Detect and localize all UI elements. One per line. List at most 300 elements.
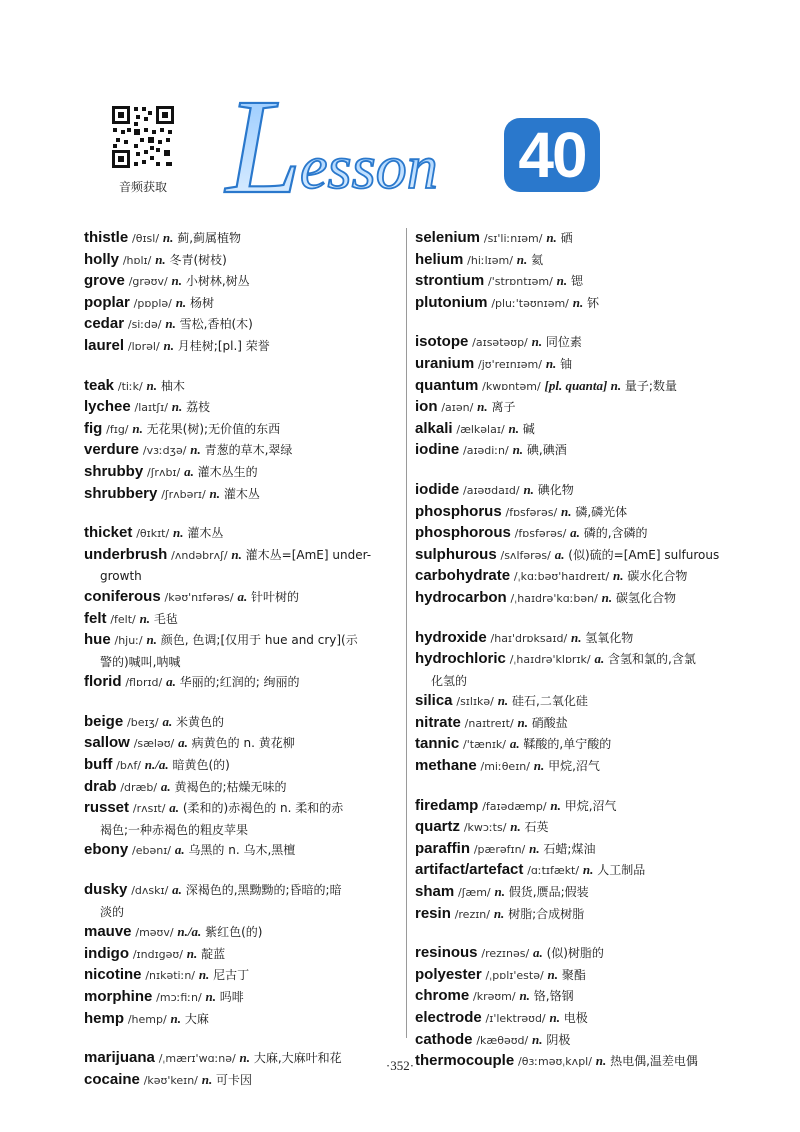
vocab-phonetic: /ˌpɒlɪ'estə/ bbox=[485, 968, 544, 982]
lesson-word-initial: L bbox=[226, 80, 302, 206]
vocab-entry bbox=[84, 587, 404, 609]
vocab-phonetic: /krəʊm/ bbox=[473, 990, 516, 1004]
vocab-definition: 灌木丛 bbox=[223, 486, 260, 501]
vocab-word: tannic bbox=[415, 735, 460, 753]
vocab-part-of-speech: n. bbox=[162, 230, 174, 245]
vocab-phonetic: /ʃrʌbɪ/ bbox=[147, 465, 181, 479]
vocab-entry bbox=[84, 609, 404, 631]
vocab-definition: 冬青(树枝) bbox=[169, 252, 227, 267]
vocab-definition: 碘化物 bbox=[537, 482, 574, 497]
vocab-phonetic: /aɪən/ bbox=[441, 401, 474, 415]
vocab-phonetic: /pɒplə/ bbox=[133, 296, 172, 310]
vocab-definition: 颜色, 色调;[仅用于 hue and cry](示 bbox=[160, 633, 358, 648]
vocab-definition: 无花果(树);无价值的东西 bbox=[146, 421, 281, 436]
word-group bbox=[415, 943, 745, 1073]
vocab-word: sham bbox=[415, 883, 455, 901]
vocab-part-of-speech: n. bbox=[231, 546, 242, 562]
vocab-entry bbox=[415, 904, 745, 926]
vocab-part-of-speech: n. bbox=[570, 629, 582, 645]
vocab-phonetic: /naɪtreɪt/ bbox=[464, 716, 514, 730]
vocab-phonetic: /rʌsɪt/ bbox=[132, 802, 166, 816]
vocab-entry bbox=[84, 545, 404, 567]
vocab-part-of-speech: n. bbox=[572, 294, 584, 310]
vocab-definition: 氢氧化物 bbox=[585, 630, 634, 645]
vocab-definition: 甲烷,沼气 bbox=[564, 798, 617, 813]
vocab-definition: 病黄色的 n. 黄花柳 bbox=[191, 736, 295, 751]
vocab-part-of-speech: n. bbox=[546, 230, 557, 245]
vocab-phonetic: /hemp/ bbox=[127, 1012, 167, 1026]
vocab-entry bbox=[84, 1009, 404, 1031]
vocab-word: sallow bbox=[84, 734, 130, 752]
vocab-entry bbox=[415, 545, 745, 567]
vocab-phonetic: /sʌlfərəs/ bbox=[500, 548, 551, 562]
vocab-word: paraffin bbox=[415, 839, 471, 857]
vocab-part-of-speech: n. bbox=[175, 294, 187, 310]
vocab-part-of-speech: n. bbox=[516, 251, 528, 267]
vocab-definition: 石蜡;煤油 bbox=[543, 841, 596, 856]
vocab-part-of-speech: n. bbox=[512, 442, 524, 458]
vocab-definition: 树脂;合成树脂 bbox=[508, 906, 585, 921]
vocab-part-of-speech: n. bbox=[173, 525, 184, 541]
vocab-entry bbox=[84, 250, 404, 272]
vocab-part-of-speech: a. bbox=[162, 713, 173, 729]
vocab-phonetic: /ʌndəbrʌʃ/ bbox=[171, 548, 228, 562]
vocab-word: helium bbox=[415, 250, 464, 268]
vocab-word: mauve bbox=[84, 923, 132, 941]
vocab-definition: 荔枝 bbox=[186, 400, 211, 415]
vocab-phonetic: /siːdə/ bbox=[127, 318, 162, 332]
vocab-phonetic: /'tænɪk/ bbox=[463, 738, 506, 752]
vocab-phonetic: /məʊv/ bbox=[135, 926, 174, 940]
vocab-entry bbox=[84, 293, 404, 315]
vocab-phonetic: /ælkəlaɪ/ bbox=[456, 422, 505, 436]
vocab-word: russet bbox=[84, 799, 130, 817]
vocab-word: resinous bbox=[415, 944, 478, 962]
vocab-part-of-speech: n. bbox=[532, 1031, 543, 1047]
vocab-word: resin bbox=[415, 904, 451, 922]
vocab-phonetic: /ˌmærɪ'wɑːnə/ bbox=[158, 1052, 236, 1066]
vocab-part-of-speech: n. bbox=[201, 1071, 213, 1087]
vocab-word: silica bbox=[415, 692, 453, 710]
vocab-part-of-speech: a. bbox=[160, 778, 171, 794]
vocab-definition: 尼古丁 bbox=[213, 968, 250, 983]
vocab-entry bbox=[84, 523, 404, 545]
vocab-entry bbox=[415, 502, 745, 524]
vocab-word: nitrate bbox=[415, 713, 461, 731]
vocab-part-of-speech: n. bbox=[550, 797, 561, 813]
vocab-entry bbox=[415, 566, 745, 588]
vocab-part-of-speech: n. bbox=[186, 945, 198, 961]
vocab-part-of-speech: n. bbox=[545, 355, 557, 371]
vocab-definition: 硝酸盐 bbox=[531, 715, 568, 730]
vocab-part-of-speech: n. bbox=[493, 905, 505, 921]
vocab-definition: 灌木丛=[AmE] under- bbox=[245, 547, 372, 562]
vocab-part-of-speech: n. bbox=[209, 485, 220, 501]
vocab-part-of-speech: n. bbox=[163, 337, 174, 353]
vocab-word: quartz bbox=[415, 818, 460, 836]
vocab-word: drab bbox=[84, 777, 117, 795]
qr-label: 音频获取 bbox=[118, 180, 167, 194]
vocab-phonetic: /ɪ'lektrəʊd/ bbox=[485, 1012, 546, 1025]
vocab-entry bbox=[415, 860, 745, 882]
vocab-part-of-speech: a. bbox=[570, 525, 580, 541]
vocab-part-of-speech: n. bbox=[171, 399, 183, 415]
vocab-phonetic: /faɪədæmp/ bbox=[482, 799, 547, 813]
vocab-word: artifact/artefact bbox=[415, 861, 524, 879]
vocab-word: nicotine bbox=[84, 966, 142, 984]
vocab-entry bbox=[84, 733, 404, 755]
vocab-word: felt bbox=[84, 609, 107, 627]
vocab-entry bbox=[415, 943, 745, 965]
vocab-word: electrode bbox=[415, 1009, 482, 1026]
vocab-part-of-speech: n. bbox=[477, 399, 488, 415]
vocab-definition: 钚 bbox=[587, 295, 600, 310]
vocab-definition: 铬,铬钢 bbox=[533, 989, 574, 1004]
lesson-word-rest: esson bbox=[300, 134, 438, 202]
word-group bbox=[84, 712, 404, 862]
vocab-definition: 硒 bbox=[560, 231, 573, 245]
vocab-entry bbox=[415, 354, 745, 376]
vocab-entry bbox=[415, 271, 745, 293]
right-word-column bbox=[415, 228, 745, 1091]
vocab-word: ion bbox=[415, 398, 438, 416]
vocab-word: hemp bbox=[84, 1009, 125, 1027]
left-word-column bbox=[84, 228, 404, 1109]
vocab-part-of-speech: n. bbox=[132, 420, 143, 436]
vocab-word: verdure bbox=[84, 441, 140, 459]
vocab-entry bbox=[415, 480, 745, 502]
vocab-word: florid bbox=[84, 673, 122, 691]
vocab-definition: 含氢和氯的,含氯 bbox=[608, 652, 696, 667]
vocab-part-of-speech: a. bbox=[178, 735, 188, 751]
vocab-entry bbox=[415, 839, 745, 861]
vocab-word: carbohydrate bbox=[415, 567, 511, 585]
vocab-definition: 吗啡 bbox=[219, 990, 244, 1004]
vocab-phonetic: /kwɔːts/ bbox=[463, 821, 507, 835]
vocab-entry bbox=[84, 228, 404, 250]
vocab-entry bbox=[415, 293, 745, 315]
vocab-word: buff bbox=[84, 756, 113, 774]
vocab-entry bbox=[84, 672, 404, 694]
vocab-part-of-speech: n. bbox=[523, 481, 534, 497]
vocab-word: polyester bbox=[415, 965, 482, 983]
vocab-word: chrome bbox=[415, 987, 470, 1005]
vocab-definition: 磷的,含磷的 bbox=[583, 526, 648, 541]
vocab-definition: 毛毡 bbox=[153, 611, 178, 626]
vocab-definition: 青葱的草木,翠绿 bbox=[204, 443, 293, 458]
vocab-phonetic: /rezɪnəs/ bbox=[481, 947, 530, 961]
vocab-part-of-speech: n. bbox=[190, 442, 201, 458]
vocab-word: cocaine bbox=[84, 1070, 140, 1088]
vocab-part-of-speech: a. bbox=[532, 945, 543, 961]
vocab-phonetic: /kæθəʊd/ bbox=[476, 1033, 529, 1047]
vocab-part-of-speech: a. bbox=[594, 651, 605, 667]
vocab-phonetic: /ɪndɪgəʊ/ bbox=[132, 947, 183, 961]
vocab-part-of-speech: n. bbox=[529, 840, 540, 856]
vocab-entry bbox=[84, 944, 404, 966]
vocab-word: ebony bbox=[84, 841, 129, 859]
qr-code-icon[interactable] bbox=[110, 104, 176, 170]
vocab-phonetic: /laɪtʃɪ/ bbox=[134, 401, 168, 415]
vocab-phonetic: /pærəfɪn/ bbox=[473, 842, 526, 856]
vocab-entry bbox=[84, 840, 404, 862]
word-group bbox=[415, 480, 745, 610]
vocab-word: beige bbox=[84, 712, 124, 730]
vocab-part-of-speech: n. bbox=[155, 251, 166, 267]
vocab-part-of-speech: a. bbox=[172, 882, 182, 898]
vocab-part-of-speech: n./a. bbox=[144, 757, 169, 773]
vocab-entry bbox=[84, 314, 404, 336]
vocab-part-of-speech: n. bbox=[517, 714, 528, 730]
vocab-definition: 石英 bbox=[524, 820, 549, 835]
vocab-word: shrubbery bbox=[84, 484, 158, 502]
vocab-part-of-speech: a. bbox=[184, 463, 194, 479]
vocab-definition-continued: 褐色;一种赤褐色的粗皮苹果 bbox=[100, 822, 249, 837]
vocab-entry bbox=[84, 755, 404, 777]
vocab-phonetic: /lɒrəl/ bbox=[127, 339, 160, 353]
vocab-definition: 小树林,树丛 bbox=[185, 274, 250, 289]
vocab-word: uranium bbox=[415, 354, 475, 372]
vocab-phonetic: /sæləʊ/ bbox=[133, 737, 175, 751]
vocab-phonetic: /bʌf/ bbox=[116, 759, 141, 773]
vocab-word: thermocouple bbox=[415, 1052, 515, 1070]
vocab-phonetic: /dʌskɪ/ bbox=[131, 884, 169, 898]
vocab-word: quantum bbox=[415, 376, 479, 394]
vocab-word: underbrush bbox=[84, 545, 168, 563]
vocab-word: firedamp bbox=[415, 796, 479, 814]
vocab-definition: 杨树 bbox=[190, 295, 215, 310]
vocab-definition: 离子 bbox=[491, 400, 516, 415]
vocab-phonetic: /tiːk/ bbox=[117, 379, 143, 393]
vocab-definition: 碱 bbox=[522, 421, 535, 436]
vocab-entry bbox=[415, 713, 745, 735]
vocab-part-of-speech: n. bbox=[494, 884, 505, 900]
vocab-phonetic: /mɔːfiːn/ bbox=[156, 991, 202, 1004]
vocab-phonetic: /'strɒntɪəm/ bbox=[488, 275, 553, 289]
vocab-definition: 甲烷,沼气 bbox=[548, 759, 600, 774]
vocab-phonetic: /fɒsfərəs/ bbox=[505, 505, 558, 519]
vocab-word: sulphurous bbox=[415, 545, 497, 563]
vocab-entry bbox=[415, 332, 745, 354]
vocab-definition: (似)硫的=[AmE] sulfurous bbox=[568, 547, 720, 562]
vocab-entry bbox=[84, 922, 404, 944]
lesson-title bbox=[222, 80, 532, 206]
vocab-definition: 乌黑的 n. 乌木,黑檀 bbox=[188, 843, 296, 858]
vocab-part-of-speech: n. bbox=[547, 966, 558, 982]
vocab-part-of-speech: n. bbox=[170, 1010, 182, 1026]
vocab-part-of-speech: n. bbox=[519, 988, 530, 1004]
vocab-word: coniferous bbox=[84, 587, 161, 605]
vocab-part-of-speech: n. bbox=[556, 273, 568, 289]
vocab-part-of-speech: n. bbox=[531, 334, 543, 350]
vocab-part-of-speech: n. bbox=[497, 693, 509, 709]
vocab-definition: 柚木 bbox=[160, 378, 185, 393]
vocab-phonetic: /ˌhaɪdrə'kɑːbən/ bbox=[510, 591, 598, 605]
vocab-definition: 灌木丛 bbox=[187, 526, 224, 541]
vocab-phonetic: /felt/ bbox=[110, 612, 136, 626]
vocab-entry bbox=[415, 1030, 745, 1052]
vocab-definition: 蓟,蓟属植物 bbox=[177, 231, 242, 245]
vocab-word: phosphorus bbox=[415, 502, 502, 520]
vocab-phonetic: /rezɪn/ bbox=[454, 907, 490, 921]
vocab-entry bbox=[84, 440, 404, 462]
vocab-definition: 聚酯 bbox=[561, 967, 586, 982]
vocab-word: lychee bbox=[84, 398, 131, 416]
vocab-phonetic: /aɪədiːn/ bbox=[463, 444, 509, 458]
vocab-phonetic: /aɪəʊdaɪd/ bbox=[463, 483, 520, 497]
vocab-word: cedar bbox=[84, 315, 125, 333]
vocab-phonetic: /θɜːməʊˌkʌpl/ bbox=[518, 1055, 592, 1069]
vocab-entry bbox=[84, 419, 404, 441]
vocab-entry bbox=[415, 419, 745, 441]
vocab-word: iodine bbox=[415, 441, 460, 459]
vocab-entry bbox=[415, 965, 745, 987]
vocab-word: hydrochloric bbox=[415, 650, 506, 668]
vocab-word: thistle bbox=[84, 229, 129, 246]
vocab-phonetic: /beɪʒ/ bbox=[127, 715, 159, 729]
vocab-word: thicket bbox=[84, 524, 133, 542]
vocab-phonetic: /ˌkɑːbəʊ'haɪdreɪt/ bbox=[513, 570, 610, 584]
vocab-word: iodide bbox=[415, 480, 460, 498]
vocab-definition: 碳水化合物 bbox=[627, 569, 688, 584]
vocab-part-of-speech: n. bbox=[510, 819, 521, 835]
vocab-phonetic: /miːθeɪn/ bbox=[480, 760, 530, 774]
vocab-entry bbox=[84, 777, 404, 799]
vocab-phonetic: /pluː'təʊnɪəm/ bbox=[491, 296, 569, 310]
word-group bbox=[415, 796, 745, 926]
vocab-part-of-speech: n. bbox=[165, 316, 176, 332]
vocab-phonetic: /vɜːdʒə/ bbox=[142, 444, 187, 458]
vocab-entry bbox=[415, 882, 745, 904]
vocab-part-of-speech: n. bbox=[205, 989, 216, 1004]
vocab-definition-continued: 淡的 bbox=[100, 904, 125, 919]
vocab-entry bbox=[84, 462, 404, 484]
word-group bbox=[84, 228, 404, 358]
vocab-phonetic: /sɪlɪkə/ bbox=[456, 695, 494, 709]
vocab-definition: 热电偶,温差电偶 bbox=[610, 1054, 698, 1069]
vocab-entry bbox=[84, 880, 404, 902]
lesson-number-badge: 40 bbox=[504, 118, 600, 192]
vocab-phonetic: /ɑːtɪfækt/ bbox=[527, 864, 580, 878]
vocab-phonetic: /nɪkətiːn/ bbox=[145, 969, 195, 983]
vocab-entry bbox=[84, 271, 404, 293]
vocab-entry bbox=[415, 397, 745, 419]
vocab-phonetic: /kwɒntəm/ bbox=[482, 379, 541, 393]
vocab-definition: 月桂树;[pl.] 荣誉 bbox=[177, 338, 270, 353]
vocab-entry bbox=[415, 734, 745, 756]
vocab-definition: 量子;数量 bbox=[624, 378, 677, 393]
vocab-entry bbox=[415, 756, 745, 778]
vocab-definition: 同位素 bbox=[545, 335, 582, 350]
vocab-entry bbox=[415, 588, 745, 610]
vocab-phonetic: /dræb/ bbox=[120, 780, 158, 794]
vocab-phonetic: /θɪsl/ bbox=[132, 232, 160, 245]
vocab-entry bbox=[84, 987, 404, 1009]
vocab-word: hydroxide bbox=[415, 628, 487, 646]
vocab-definition: 铀 bbox=[560, 356, 573, 371]
vocab-definition: 靛蓝 bbox=[201, 946, 226, 961]
vocab-entry bbox=[415, 628, 745, 650]
vocab-word: fig bbox=[84, 419, 103, 437]
vocab-part-of-speech: n. bbox=[239, 1050, 251, 1066]
vocab-entry bbox=[415, 376, 745, 398]
vocab-definition: 鞣酸的,单宁酸的 bbox=[523, 737, 612, 752]
vocab-part-of-speech: n. bbox=[533, 758, 545, 774]
vocab-definition: 锶 bbox=[570, 274, 583, 289]
vocab-part-of-speech: a. bbox=[237, 588, 248, 604]
vocab-definition: (似)树脂的 bbox=[546, 946, 604, 961]
vocab-word: hydrocarbon bbox=[415, 588, 507, 606]
vocab-definition-continued: 化氢的 bbox=[431, 673, 468, 688]
vocab-entry bbox=[415, 440, 745, 462]
vocab-part-of-speech: n. bbox=[139, 610, 151, 626]
vocab-definition: 灌木丛生的 bbox=[197, 464, 258, 479]
vocab-part-of-speech: a. bbox=[169, 800, 180, 816]
vocab-definition-continued: growth bbox=[100, 569, 142, 584]
vocab-word: cathode bbox=[415, 1030, 473, 1048]
vocab-entry bbox=[415, 817, 745, 839]
vocab-word: teak bbox=[84, 376, 115, 394]
vocab-definition: 碘,碘酒 bbox=[526, 443, 567, 458]
vocab-entry bbox=[84, 630, 404, 652]
vocab-part-of-speech: n. bbox=[613, 568, 624, 584]
vocab-entry bbox=[415, 649, 745, 671]
vocab-part-of-speech: a. bbox=[166, 674, 176, 690]
vocab-word: phosphorous bbox=[415, 524, 511, 542]
vocab-entry bbox=[84, 484, 404, 506]
word-group bbox=[415, 628, 745, 778]
vocab-definition: 华丽的;红润的; 绚丽的 bbox=[179, 675, 300, 690]
vocab-definition: 硅石,二氧化硅 bbox=[512, 694, 588, 709]
vocab-phonetic: /hjuː/ bbox=[114, 634, 143, 648]
vocab-definition: 暗黄色(的) bbox=[172, 758, 230, 773]
vocab-word: laurel bbox=[84, 336, 125, 354]
vocab-word: poplar bbox=[84, 293, 130, 311]
vocab-word: shrubby bbox=[84, 462, 144, 480]
vocab-phonetic: /kəʊ'keɪn/ bbox=[143, 1073, 198, 1087]
vocab-entry bbox=[84, 397, 404, 419]
vocab-phonetic: /ebənɪ/ bbox=[132, 844, 172, 858]
vocab-part-of-speech: a. bbox=[509, 736, 520, 752]
vocab-part-of-speech: n. bbox=[198, 967, 210, 983]
vocab-word: grove bbox=[84, 272, 125, 290]
vocab-part-of-speech: n. bbox=[508, 420, 519, 436]
vocab-phonetic: /ˌhaɪdrə'klɒrɪk/ bbox=[509, 653, 591, 667]
vocab-part-of-speech: a. bbox=[174, 842, 185, 858]
vocab-entry bbox=[84, 798, 404, 820]
vocab-entry bbox=[415, 1008, 745, 1030]
vocab-definition: 米黄色的 bbox=[176, 714, 225, 729]
vocab-entry bbox=[415, 228, 745, 250]
vocab-phonetic: /haɪ'drɒksaɪd/ bbox=[490, 631, 568, 645]
vocab-phonetic: /aɪsətəʊp/ bbox=[472, 336, 528, 350]
vocab-part-of-speech: n. bbox=[601, 589, 613, 605]
vocab-entry bbox=[84, 712, 404, 734]
vocab-entry bbox=[415, 986, 745, 1008]
vocab-phonetic: /ʃrʌbərɪ/ bbox=[161, 487, 206, 501]
vocab-word: selenium bbox=[415, 229, 481, 246]
word-group bbox=[84, 376, 404, 506]
vocab-part-of-speech: n. bbox=[595, 1053, 607, 1069]
vocab-word: alkali bbox=[415, 419, 453, 437]
vocab-phonetic: /jʊ'reɪnɪəm/ bbox=[478, 357, 542, 371]
vocab-definition: 雪松,香柏(木) bbox=[179, 317, 253, 332]
word-group bbox=[415, 228, 745, 314]
word-group bbox=[84, 880, 404, 1030]
vocab-word: methane bbox=[415, 757, 477, 775]
lesson-header bbox=[0, 0, 800, 215]
vocab-definition: 大麻,大麻叶和花 bbox=[253, 1051, 342, 1066]
